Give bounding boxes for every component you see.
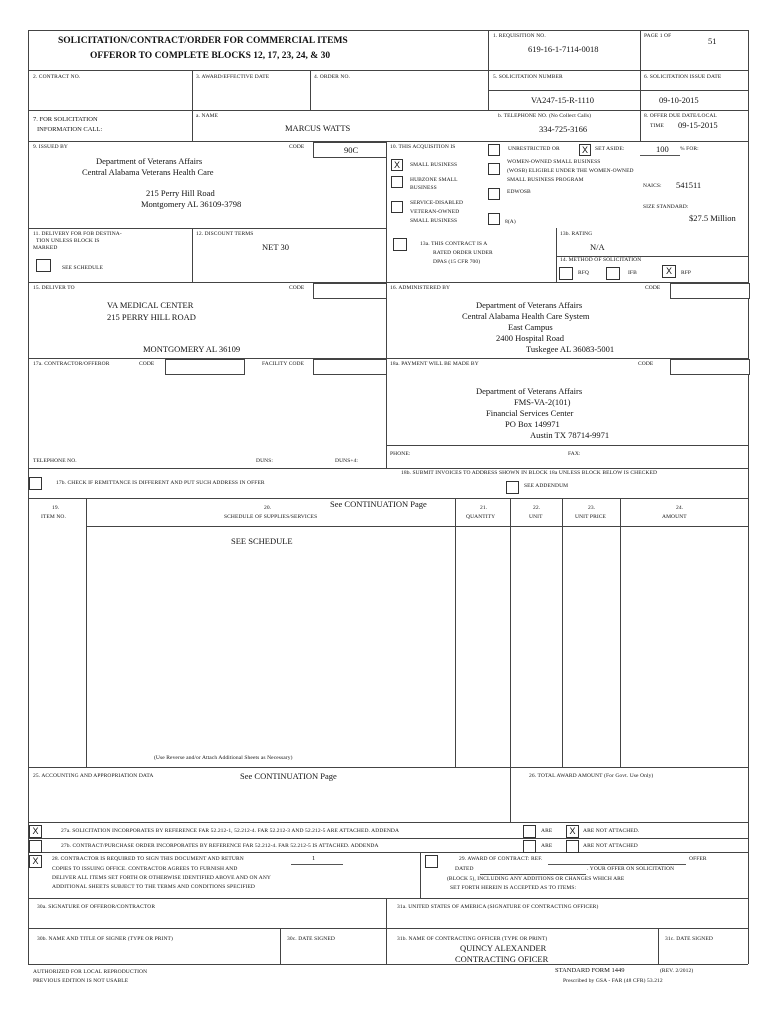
27a-text: 27a. SOLICITATION INCORPORATES BY REFERENCE FAR 52.212-1, 52.212-4. FAR 52.212-3 AND 52.212-5 ARE ATTACHED. ADDENDA [61, 828, 400, 834]
edwosb-label: EDWOSB [507, 189, 531, 195]
acquisition-label: 10. THIS ACQUISITION IS [390, 144, 456, 150]
offer-due-value[interactable]: 09-15-2015 [678, 120, 718, 130]
naics-value[interactable]: 541511 [676, 180, 702, 190]
rule [28, 928, 748, 929]
col-unit-price-label: UNIT PRICE [575, 514, 606, 520]
29-line-4: SET FORTH HEREIN IS ACCEPTED AS TO ITEMS: [450, 885, 577, 891]
payment-line-5: Austin TX 78714-9971 [530, 430, 610, 440]
small-business-checkbox[interactable]: X [391, 159, 403, 171]
rule [28, 898, 748, 899]
requisition-label: 1. REQUISITION NO. [493, 33, 546, 39]
contractor-label: 17a. CONTRACTOR/OFFEROR [33, 361, 110, 367]
hubzone-checkbox[interactable] [391, 176, 403, 188]
payment-line-1: Department of Veterans Affairs [476, 386, 583, 396]
payment-line-3: Financial Services Center [486, 408, 574, 418]
rule [386, 898, 387, 964]
29-dated-label: DATED [455, 866, 474, 872]
rule [488, 90, 748, 91]
discount-terms-label: 12. DISCOUNT TERMS [196, 231, 254, 237]
co-date-label: 31c. DATE SIGNED [665, 936, 713, 942]
issued-code-value: 90C [344, 145, 359, 155]
rule [562, 498, 563, 767]
admin-line-4: 2400 Hospital Road [496, 333, 564, 343]
information-call-label: INFORMATION CALL: [37, 126, 103, 133]
percent-for-label: % FOR: [680, 146, 699, 152]
payment-code-field[interactable] [670, 359, 750, 375]
set-aside-percent[interactable]: 100 [656, 144, 669, 154]
administered-label: 16. ADMINISTERED BY [390, 285, 451, 291]
col-unit-label: UNIT [529, 514, 543, 520]
rfp-label: RFP [681, 270, 692, 276]
footer-prescribed: Prescribed by GSA - FAR (48 CFR) 53.212 [563, 978, 663, 984]
offer-due-label: 8. OFFER DUE DATE/LOCAL [644, 113, 717, 119]
col-unit-price-num: 23. [588, 505, 596, 511]
facility-code-label: FACILITY CODE [262, 361, 305, 367]
remittance-label: 17b. CHECK IF REMITTANCE IS DIFFERENT AND PUT SUCH ADDRESS IN OFFER [56, 480, 265, 486]
29-line-3: (BLOCK 5), INCLUDING ANY ADDITIONS OR CHANGES WHICH ARE [447, 876, 625, 882]
contractor-code-field[interactable] [165, 359, 245, 375]
rated-order-label-2: RATED ORDER UNDER [433, 250, 493, 256]
rule [28, 767, 748, 768]
duns-label: DUNS: [256, 458, 274, 464]
deliver-code-label: CODE [289, 285, 305, 291]
issued-code-label: CODE [289, 144, 305, 150]
col-unit-num: 22. [533, 505, 541, 511]
col-schedule-label: SCHEDULE OF SUPPLIES/SERVICES [224, 514, 318, 520]
see-schedule-label: SEE SCHEDULE [62, 265, 104, 271]
27b-text: 27b. CONTRACT/PURCHASE ORDER INCORPORATES BY REFERENCE FAR 52.212-4. FAR 52.212-5 IS ATTACHED. ADDENDA [61, 843, 379, 849]
rated-order-label-3: DPAS (15 CFR 700) [433, 259, 481, 265]
deliver-to-label: 15. DELIVER TO [33, 285, 75, 291]
rule [28, 468, 748, 469]
rule [310, 70, 311, 110]
rule [386, 445, 748, 446]
28-line-3: DELIVER ALL ITEMS SET FORTH OR OTHERWISE IDENTIFIED ABOVE AND ON ANY [52, 875, 271, 881]
29-offer-label: OFFER [689, 856, 707, 862]
issued-by-label: 9. ISSUED BY [33, 144, 68, 150]
29-line-1: 29. AWARD OF CONTRACT: REF. [459, 856, 543, 862]
payment-code-label: CODE [638, 361, 654, 367]
copies-value[interactable]: 1 [312, 855, 316, 862]
wosb-label-3: SMALL BUSINESS PROGRAM [507, 177, 584, 183]
col-schedule-num: 20. [264, 505, 272, 511]
see-addendum-checkbox[interactable] [506, 481, 519, 494]
accounting-label: 25. ACCOUNTING AND APPROPRIATION DATA [33, 773, 154, 779]
fax-label: FAX: [568, 451, 581, 457]
delivery-fob-label-1: 11. DELIVERY FOR FOB DESTINA- [33, 231, 122, 237]
footer-previous: PREVIOUS EDITION IS NOT USABLE [33, 978, 129, 984]
27a-are-checkbox[interactable] [523, 825, 536, 838]
remittance-checkbox[interactable] [29, 477, 42, 490]
hubzone-label-1: HUBZONE SMALL [410, 177, 458, 183]
offeror-signature-label: 30a. SIGNATURE OF OFFEROR/CONTRACTOR [37, 904, 156, 910]
offer-date-underline[interactable] [480, 874, 586, 875]
percent-underline [640, 155, 680, 156]
27a-not-checkbox[interactable]: X [566, 825, 579, 838]
29-checkbox[interactable] [425, 855, 438, 868]
co-title-value: CONTRACTING OFICER [455, 954, 549, 964]
rfq-label: RFQ [578, 270, 589, 276]
co-signature-label: 31a. UNITED STATES OF AMERICA (SIGNATURE OF CONTRACTING OFFICER) [397, 904, 599, 910]
size-standard-value[interactable]: $27.5 Million [689, 213, 736, 223]
award-date-label: 3. AWARD/EFFECTIVE DATE [196, 74, 270, 80]
admin-code-label: CODE [645, 285, 661, 291]
rule [510, 767, 511, 822]
schedule-footnote: (Use Reverse and/or Attach Additional Sheets as Necessary) [154, 755, 293, 761]
page-label: PAGE 1 OF [644, 33, 672, 39]
footer-revision: (REV. 2/2012) [660, 968, 694, 974]
rated-order-label-1: 13a. THIS CONTRACT IS A [420, 241, 488, 247]
method-label: 14. METHOD OF SOLICITATION [560, 257, 642, 263]
unrestricted-label: UNRESTRICTED OR [508, 146, 560, 152]
27b-checkbox[interactable] [29, 840, 42, 853]
27b-not-label: ARE NOT ATTACHED [583, 843, 638, 849]
rule [280, 928, 281, 964]
ifb-label: IFB [628, 270, 637, 276]
rule [510, 498, 511, 767]
rule [28, 30, 29, 964]
name-label: a. NAME [196, 113, 219, 119]
facility-code-field[interactable] [313, 359, 387, 375]
signer-date-label: 30c. DATE SIGNED [287, 936, 335, 942]
col-quantity-num: 21. [480, 505, 488, 511]
rating-value[interactable]: N/A [590, 242, 605, 252]
admin-code-field[interactable] [670, 283, 750, 299]
issued-line-1: Department of Veterans Affairs [96, 156, 203, 166]
see-continuation-schedule: See CONTINUATION Page [330, 499, 427, 509]
offer-ref-underline[interactable] [548, 864, 686, 865]
signer-name-label: 30b. NAME AND TITLE OF SIGNER (TYPE OR PRINT) [37, 936, 173, 942]
issued-line-2: Central Alabama Veterans Health Care [82, 167, 214, 177]
rule [640, 30, 641, 141]
issued-line-4: Montgomery AL 36109-3798 [141, 199, 242, 209]
order-no-label: 4. ORDER NO. [314, 74, 351, 80]
issue-date-label: 6. SOLICITATION ISSUE DATE [644, 74, 722, 80]
wosb-label-2: (WOSB) ELIGIBLE UNDER THE WOMEN-OWNED [507, 168, 634, 174]
rule [488, 30, 489, 110]
wosb-label-1: WOMEN-OWNED SMALL BUSINESS [507, 159, 601, 165]
deliver-line-3: MONTGOMERY AL 36109 [143, 344, 241, 354]
small-business-label: SMALL BUSINESS [410, 162, 458, 168]
form-title: SOLICITATION/CONTRACT/ORDER FOR COMMERCIAL ITEMS [58, 36, 348, 46]
copies-underline [291, 864, 343, 865]
set-aside-checkbox[interactable]: X [579, 144, 591, 156]
deliver-line-2: 215 PERRY HILL ROAD [107, 312, 196, 322]
ifb-checkbox[interactable] [606, 267, 620, 280]
payment-line-4: PO Box 149971 [505, 419, 560, 429]
rule [28, 358, 748, 359]
rule [28, 964, 748, 965]
sdvosb-label-2: VETERAN-OWNED [410, 209, 460, 215]
rule [658, 928, 659, 964]
telephone-value[interactable]: 334-725-3166 [539, 124, 588, 134]
rating-label: 13b. RATING [560, 231, 593, 237]
28-line-4: ADDITIONAL SHEETS SUBJECT TO THE TERMS AND CONDITIONS SPECIFIED [52, 884, 255, 890]
col-quantity-label: QUANTITY [466, 514, 496, 520]
sdvosb-label-3: SMALL BUSINESS [410, 218, 458, 224]
rule [28, 838, 748, 839]
col-amount-label: AMOUNT [662, 514, 687, 520]
col-amount-num: 24. [676, 505, 684, 511]
27a-checkbox[interactable]: X [29, 825, 42, 838]
27b-are-label: ARE [541, 843, 553, 849]
delivery-fob-label-3: MARKED [33, 245, 58, 251]
co-name-label: 31b. NAME OF CONTRACTING OFFICER (TYPE OR PRINT) [397, 936, 548, 942]
size-standard-label: SIZE STANDARD: [643, 204, 689, 210]
rule [386, 141, 387, 468]
rated-order-checkbox[interactable] [393, 238, 407, 251]
rule [620, 498, 621, 767]
sdvosb-checkbox[interactable] [391, 201, 403, 213]
27b-not-checkbox[interactable] [566, 840, 579, 853]
rule [455, 498, 456, 767]
rule [86, 498, 87, 767]
submit-invoices-label: 18b. SUBMIT INVOICES TO ADDRESS SHOWN IN BLOCK 18a UNLESS BLOCK BELOW IS CHECKED [401, 470, 658, 476]
payment-line-2: FMS-VA-2(101) [514, 397, 571, 407]
sdvosb-label-1: SERVICE-DISABLED [410, 200, 464, 206]
rule [28, 822, 748, 823]
27a-not-label: ARE NOT ATTACHED. [583, 828, 640, 834]
rule [28, 282, 748, 283]
payment-label: 18a. PAYMENT WILL BE MADE BY [390, 361, 479, 367]
edwosb-checkbox[interactable] [488, 188, 500, 200]
rule [420, 852, 421, 898]
phone-label: PHONE: [390, 451, 411, 457]
27a-are-label: ARE [541, 828, 553, 834]
for-solicitation-label: 7. FOR SOLICITATION [33, 116, 98, 123]
issue-date-value[interactable]: 09-10-2015 [659, 95, 699, 105]
admin-line-5: Tuskegee AL 36083-5001 [526, 344, 615, 354]
total-award-label: 26. TOTAL AWARD AMOUNT (For Govt. Use Only) [529, 773, 654, 779]
rfq-checkbox[interactable] [559, 267, 573, 280]
discount-terms-value[interactable]: NET 30 [262, 242, 289, 252]
accounting-value: See CONTINUATION Page [240, 771, 337, 781]
naics-label: NAICS: [643, 183, 662, 189]
rule [28, 141, 748, 142]
contractor-code-label: CODE [139, 361, 155, 367]
28-line-2: COPIES TO ISSUING OFFICE. CONTRACTOR AGREES TO FURNISH AND [52, 866, 238, 872]
set-aside-label: SET ASIDE: [595, 146, 625, 152]
footer-authorized: AUTHORIZED FOR LOCAL REPRODUCTION [33, 969, 148, 975]
unrestricted-checkbox[interactable] [488, 144, 500, 156]
offer-due-time-label: TIME [650, 123, 664, 129]
admin-line-1: Department of Veterans Affairs [476, 300, 583, 310]
deliver-code-field[interactable] [313, 283, 387, 299]
contact-name[interactable]: MARCUS WATTS [285, 123, 351, 133]
29-line-2: . YOUR OFFER ON SOLICITATION [587, 866, 675, 872]
telephone-label: b. TELEPHONE NO. (No Collect Calls) [498, 113, 592, 119]
rule [28, 228, 386, 229]
rule [192, 70, 193, 141]
see-schedule-checkbox[interactable] [36, 259, 51, 272]
27b-are-checkbox[interactable] [523, 840, 536, 853]
admin-line-3: East Campus [508, 322, 553, 332]
deliver-line-1: VA MEDICAL CENTER [107, 300, 194, 310]
rule [748, 30, 749, 964]
delivery-fob-label-2: TION UNLESS BLOCK IS [36, 238, 100, 244]
rule [192, 228, 193, 282]
footer-form-number: STANDARD FORM 1449 [555, 967, 625, 974]
hubzone-label-2: BUSINESS [410, 185, 437, 191]
duns4-label: DUNS+4: [335, 458, 359, 464]
solicitation-number-label: 5. SOLICITATION NUMBER [493, 74, 563, 80]
28-checkbox[interactable]: X [29, 855, 42, 868]
co-name-value: QUINCY ALEXANDER [460, 943, 547, 953]
contract-no-label: 2. CONTRACT NO. [33, 74, 81, 80]
rule [556, 228, 557, 282]
rule [86, 526, 748, 527]
rule [28, 852, 748, 853]
page-total: 51 [708, 36, 717, 46]
wosb-checkbox[interactable] [488, 163, 500, 175]
solicitation-number-value[interactable]: VA247-15-R-1110 [531, 95, 594, 105]
admin-line-2: Central Alabama Health Care System [462, 311, 590, 321]
telephone-no-label: TELEPHONE NO. [33, 458, 77, 464]
col-item-num: 19. [52, 505, 60, 511]
form-subtitle: OFFEROR TO COMPLETE BLOCKS 12, 17, 23, 24, & 30 [90, 51, 331, 61]
28-line-1: 28. CONTRACTOR IS REQUIRED TO SIGN THIS DOCUMENT AND RETURN [52, 856, 244, 862]
schedule-body: SEE SCHEDULE [231, 536, 293, 546]
eight-a-checkbox[interactable] [488, 213, 500, 225]
eight-a-label: 8(A) [505, 219, 516, 225]
issued-line-3: 215 Perry Hill Road [146, 188, 215, 198]
requisition-value[interactable]: 619-16-1-7114-0018 [528, 44, 599, 54]
rfp-checkbox[interactable]: X [662, 265, 676, 278]
see-addendum-label: SEE ADDENDUM [524, 483, 569, 489]
col-item-label: ITEM NO. [41, 514, 66, 520]
